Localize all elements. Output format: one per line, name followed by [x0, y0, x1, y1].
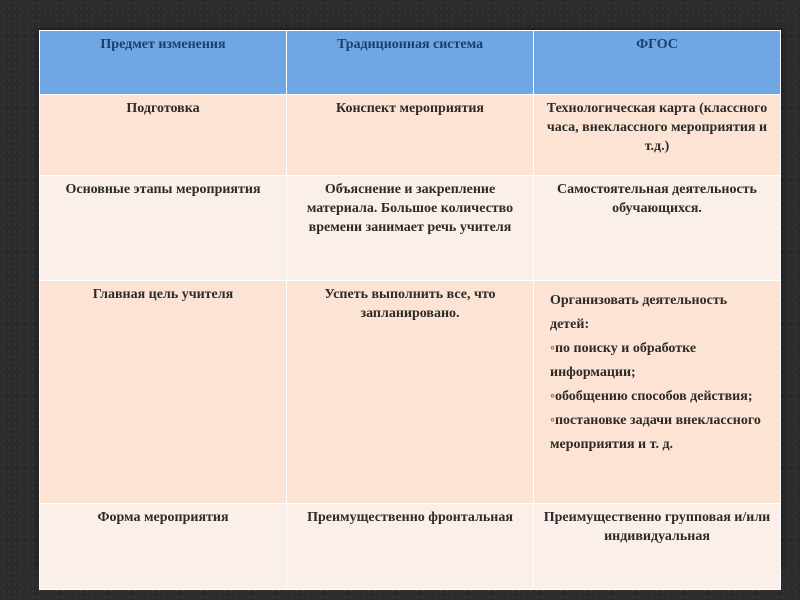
row-subject-cell: Главная цель учителя: [40, 281, 287, 504]
header-traditional: Традиционная система: [287, 31, 534, 95]
row-fgos-cell: [534, 281, 781, 504]
table-row: [40, 95, 781, 176]
row-traditional-cell: Конспект мероприятия: [287, 95, 534, 176]
comparison-table: [39, 30, 781, 590]
table-header-row: [40, 31, 781, 95]
fgos-goal-item: ◦ по поиску и обработке информации;: [550, 337, 768, 385]
fgos-goal-intro: Организовать деятельность детей:: [550, 293, 728, 332]
row-traditional-cell: Объяснение и закрепление материала. Большое количество времени занимает речь учителя: [287, 176, 534, 281]
fgos-goal-item: ◦ обобщению способов действия;: [550, 385, 768, 409]
row-subject-cell: Форма мероприятия: [40, 504, 287, 590]
row-subject-cell: Подготовка: [40, 95, 287, 176]
row-traditional-cell: Успеть выполнить все, что запланировано.: [287, 281, 534, 504]
header-subject: Предмет изменения: [40, 31, 287, 95]
table-row: [40, 176, 781, 281]
header-fgos: ФГОС: [534, 31, 781, 95]
row-fgos-cell: Технологическая карта (классного часа, внеклассного мероприятия и т.д.): [534, 95, 781, 176]
table-row: [40, 504, 781, 590]
row-traditional-cell: Преимущественно фронтальная: [287, 504, 534, 590]
row-fgos-cell: Преимущественно групповая и/или индивидуальная: [534, 504, 781, 590]
row-fgos-cell: Самостоятельная деятельность обучающихся.: [534, 176, 781, 281]
slide: [39, 30, 781, 568]
fgos-goal-item: ◦ постановке задачи внеклассного мероприятия и т. д.: [550, 409, 768, 457]
table-row: [40, 281, 781, 504]
row-subject-cell: Основные этапы мероприятия: [40, 176, 287, 281]
